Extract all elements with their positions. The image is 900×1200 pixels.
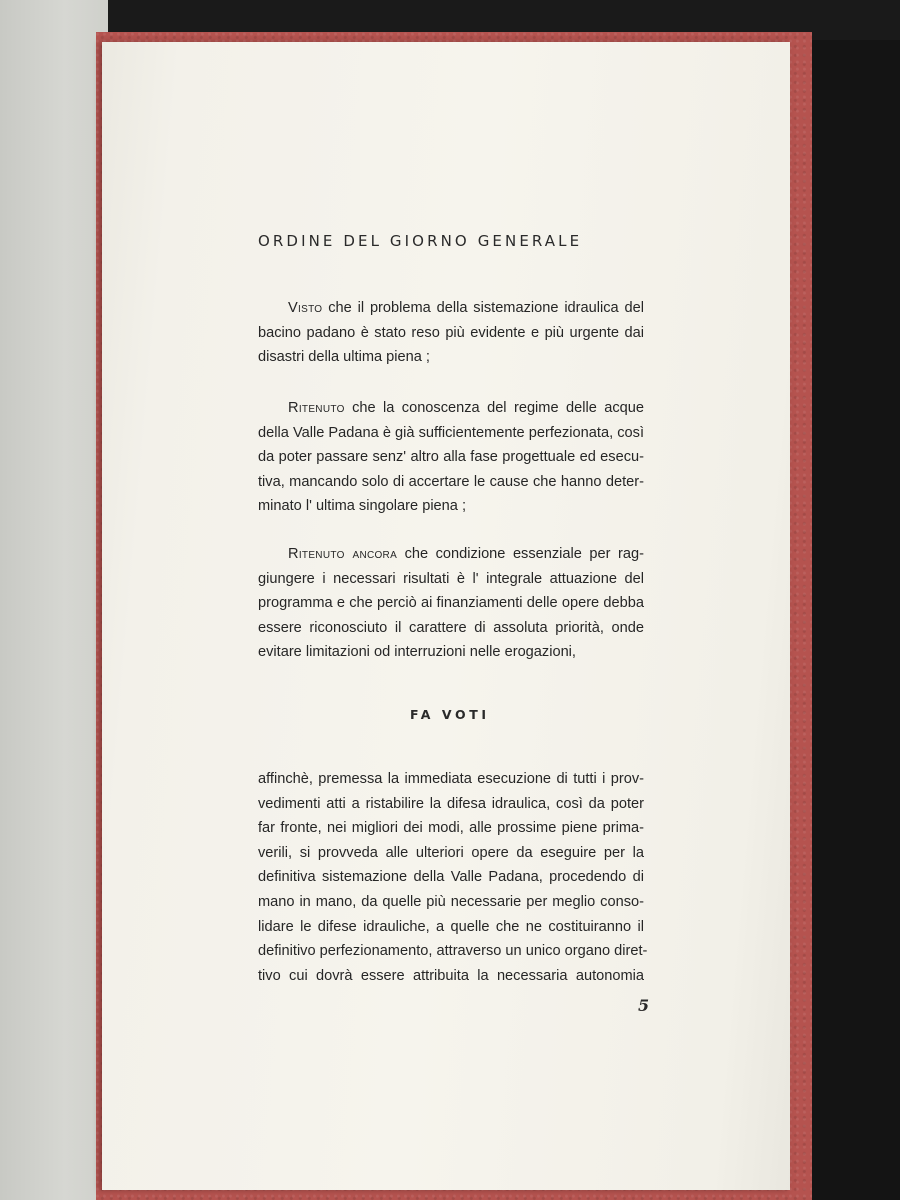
- paragraph-line: da poter passare senz' altro alla fase progettuale ed esecu-: [258, 449, 644, 466]
- paragraph-line: della Valle Padana è già sufficientemente perfezionata, così: [258, 424, 644, 441]
- paragraph-visto: [258, 296, 644, 370]
- paragraph-line: Ritenuto che la conoscenza del regime delle acque: [288, 400, 644, 416]
- paragraph-line: bacino padano è stato reso più evidente e più urgente dai: [258, 324, 644, 341]
- left-facing-page: [0, 0, 108, 1200]
- paragraph-line: mano in mano, da quelle più necessarie per meglio conso-: [258, 893, 644, 910]
- paragraph-line: vedimenti atti a ristabilire la difesa idraulica, così da poter: [258, 795, 644, 812]
- fa-voti-heading: FA VOTI: [410, 707, 490, 722]
- paragraph-line: definitiva sistemazione della Valle Padana, procedendo di: [258, 869, 644, 886]
- paragraph-line: tivo cui dovrà essere attribuita la necessaria autonomia: [258, 967, 644, 984]
- paragraph-ritenuto: [258, 396, 644, 519]
- lead-word: Ritenuto ancora: [288, 546, 398, 562]
- lead-word: Visto: [288, 300, 323, 316]
- paragraph-line: programma e che perciò ai finanziamenti delle opere debba: [258, 595, 644, 612]
- paragraph-line: verili, si provveda alle ulteriori opere da eseguire per la: [258, 844, 644, 861]
- paragraph-affinche: [258, 767, 648, 988]
- paragraph-line: affinchè, premessa la immediata esecuzione di tutti i prov-: [258, 771, 644, 787]
- paragraph-line: Ritenuto ancora che condizione essenziale per rag-: [288, 546, 644, 562]
- lead-word: Ritenuto: [288, 400, 345, 416]
- paragraph-line: far fronte, nei migliori dei modi, alle prossime piene prima-: [258, 820, 644, 837]
- paragraph-line: lidare le difese idrauliche, a quelle che ne costituiranno il: [258, 918, 644, 935]
- paragraph-ritenuto-ancora: [258, 542, 644, 665]
- paragraph-line: minato l' ultima singolare piena ;: [258, 498, 467, 515]
- paragraph-line: essere riconosciuto il carattere di assoluta priorità, onde: [258, 619, 644, 636]
- paragraph-line: giungere i necessari risultati è l' integrale attuazione del: [258, 570, 644, 587]
- paragraph-line: evitare limitazioni od interruzioni nelle erogazioni,: [258, 644, 576, 661]
- paragraph-line: Visto che il problema della sistemazione idraulica del: [288, 300, 644, 316]
- paragraph-line: tiva, mancando solo di accertare le cause che hanno deter-: [258, 473, 644, 490]
- page-number: 5: [638, 996, 650, 1015]
- paragraph-line: definitivo perfezionamento, attraverso un unico organo diret-: [258, 943, 648, 960]
- document-heading: ORDINE DEL GIORNO GENERALE: [258, 232, 583, 250]
- paragraph-line: disastri della ultima piena ;: [258, 349, 430, 366]
